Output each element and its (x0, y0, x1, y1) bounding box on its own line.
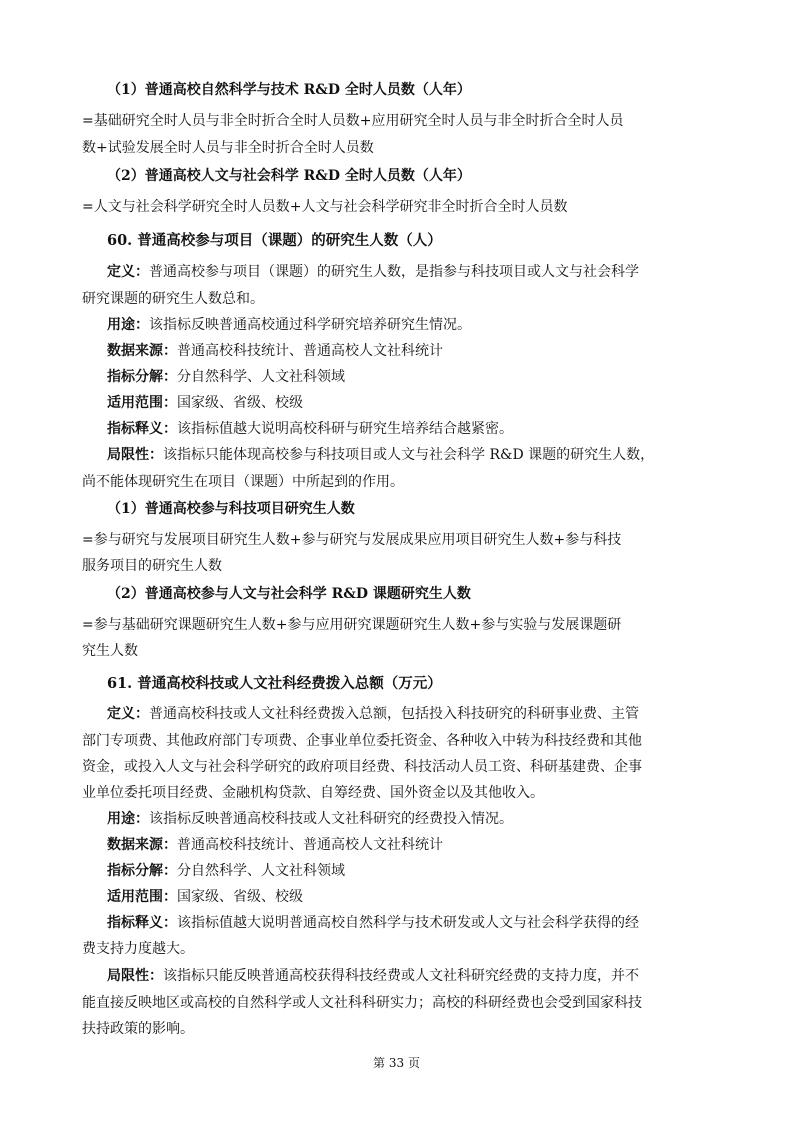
paragraph: 数据来源：普通高校科技统计、普通高校人文社科统计 (107, 343, 443, 359)
formula-text: 数+试验发展全时人员与非全时折合全时人员数 (82, 140, 374, 156)
paragraph: 部门专项费、其他政府部门专项费、企事业单位委托资金、各种收入中转为科技经费和其他 (82, 733, 642, 749)
formula-text: =参与研究与发展项目研究生人数+参与研究与发展成果应用项目研究生人数+参与科技 (82, 532, 622, 548)
paragraph: 能直接反映地区或高校的自然科学或人文社科科研实力；高校的科研经费也会受到国家科技 (82, 995, 642, 1011)
section-heading: 61. 普通高校科技或人文社科经费拨入总额（万元） (107, 675, 442, 692)
paragraph: 指标分解：分自然科学、人文社科领域 (107, 863, 345, 879)
formula-text: 服务项目的研究生人数 (82, 558, 222, 574)
paragraph: 指标释义：该指标值越大说明普通高校自然科学与技术研发或人文与社会科学获得的经 (107, 915, 639, 931)
section-heading: 60. 普通高校参与项目（课题）的研究生人数（人） (107, 232, 442, 249)
formula-text: =参与基础研究课题研究生人数+参与应用研究课题研究生人数+参与实验与发展课题研 (82, 617, 622, 633)
paragraph: 用途：该指标反映普通高校通过科学研究培养研究生情况。 (107, 317, 471, 333)
paragraph: 定义：普通高校参与项目（课题）的研究生人数，是指参与科技项目或人文与社会科学 (107, 264, 639, 280)
paragraph: 局限性：该指标只能体现高校参与科技项目或人文与社会科学 R&D 课题的研究生人数， (107, 447, 655, 463)
paragraph: 尚不能体现研究生在项目（课题）中所起到的作用。 (82, 474, 404, 490)
paragraph: 数据来源：普通高校科技统计、普通高校人文社科统计 (107, 837, 443, 853)
formula-text: =基础研究全时人员与非全时折合全时人员数+应用研究全时人员与非全时折合全时人员 (82, 113, 624, 129)
subheading: （1）普通高校自然科学与技术 R&D 全时人员数（人年） (107, 82, 471, 98)
formula-text: =人文与社会科学研究全时人员数+人文与社会科学研究非全时折合全时人员数 (82, 199, 568, 215)
formula-text: 究生人数 (82, 643, 138, 659)
paragraph: 指标释义：该指标值越大说明高校科研与研究生培养结合越紧密。 (107, 421, 513, 437)
subheading: （1）普通高校参与科技项目研究生人数 (107, 501, 355, 517)
paragraph: 定义：普通高校科技或人文社科经费拨入总额，包括投入科技研究的科研事业费、主管 (107, 706, 639, 722)
paragraph: 适用范围：国家级、省级、校级 (107, 889, 303, 905)
paragraph: 研究课题的研究生人数总和。 (82, 291, 264, 307)
paragraph: 指标分解：分自然科学、人文社科领域 (107, 369, 345, 385)
paragraph: 用途：该指标反映普通高校科技或人文社科研究的经费投入情况。 (107, 811, 513, 827)
paragraph: 扶持政策的影响。 (82, 1021, 194, 1037)
subheading: （2）普通高校人文与社会科学 R&D 全时人员数（人年） (107, 168, 471, 184)
paragraph: 费支持力度越大。 (82, 941, 194, 957)
paragraph: 适用范围：国家级、省级、校级 (107, 395, 303, 411)
paragraph: 资金，或投入人文与社会科学研究的政府项目经费、科技活动人员工资、科研基建费、企事 (82, 759, 642, 775)
subheading: （2）普通高校参与人文与社会科学 R&D 课题研究生人数 (107, 586, 471, 602)
paragraph: 业单位委托项目经费、金融机构贷款、自筹经费、国外资金以及其他收入。 (82, 785, 544, 801)
paragraph: 局限性：该指标只能反映普通高校获得科技经费或人文社科研究经费的支持力度，并不 (107, 968, 639, 984)
page-number: 第 33 页 (373, 1056, 420, 1070)
